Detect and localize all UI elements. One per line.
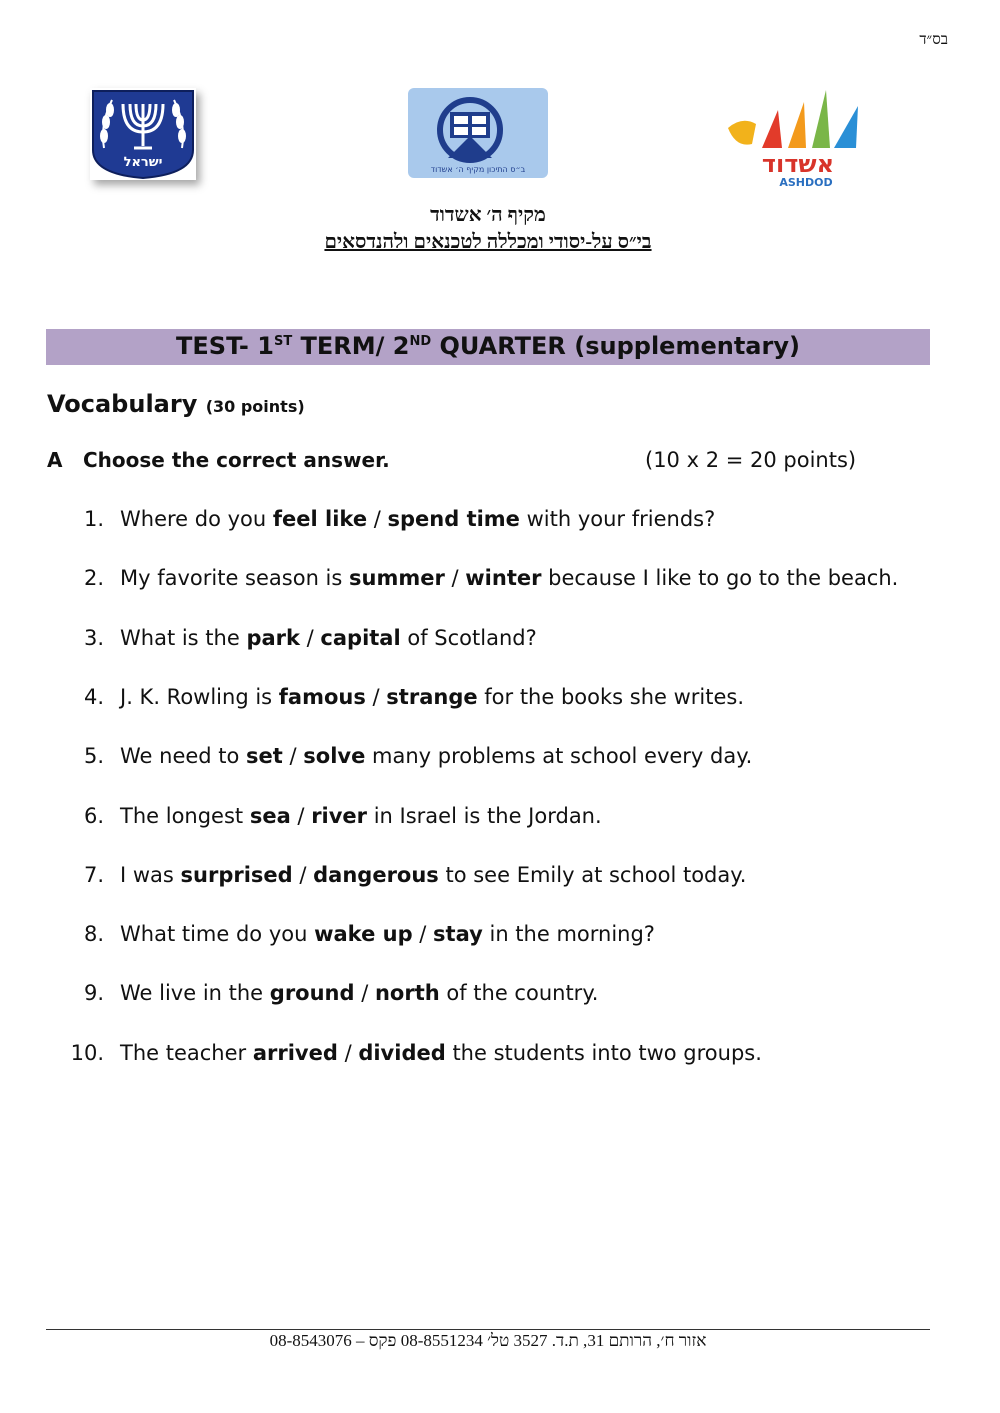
question-text: We live in the ground / north of the country. — [120, 981, 599, 1005]
answer-option-2[interactable]: north — [374, 981, 440, 1005]
question-text: The teacher arrived / divided the students into two groups. — [120, 1041, 762, 1065]
bsd-header-mark: בס״ד — [919, 32, 948, 48]
question-number: 4. — [83, 685, 104, 709]
israel-emblem-logo — [90, 88, 196, 180]
answer-option-1[interactable]: wake up — [314, 922, 413, 946]
answer-option-2[interactable]: strange — [386, 685, 478, 709]
section-letter: A — [47, 448, 63, 472]
question-text: J. K. Rowling is famous / strange for the books she writes. — [120, 685, 745, 709]
answer-option-1[interactable]: sea — [249, 804, 291, 828]
question-number: 8. — [83, 922, 104, 946]
ashdod-city-logo — [722, 88, 862, 188]
ashdod-logo-text: אשדוד — [761, 150, 835, 178]
answer-option-2[interactable]: solve — [303, 744, 366, 768]
school-logo — [408, 88, 548, 178]
footer-divider — [46, 1329, 930, 1330]
section-a-instruction: A Choose the correct answer. — [47, 448, 390, 472]
question-text: What time do you wake up / stay in the morning? — [120, 922, 655, 946]
school-name: מקיף ה׳ אשדוד — [430, 204, 546, 226]
test-title: TEST- 1ST TERM/ 2ND QUARTER (supplementary) — [176, 332, 800, 360]
question-number: 1. — [83, 507, 104, 531]
question-text: I was surprised / dangerous to see Emily at school today. — [120, 863, 747, 887]
question-number: 7. — [83, 863, 104, 887]
answer-option-2[interactable]: spend time — [387, 507, 520, 531]
vocabulary-heading: Vocabulary (30 points) — [47, 390, 305, 418]
question-number: 10. — [70, 1041, 104, 1065]
answer-option-1[interactable]: ground — [269, 981, 355, 1005]
answer-option-2[interactable]: dangerous — [313, 863, 439, 887]
question-number: 9. — [83, 981, 104, 1005]
footer-contact: אזור ח׳, הרותם 31, ת.ד. 3527 טל׳ 08-8551234 פקס – 08-8543076 — [269, 1331, 707, 1350]
ashdod-logo-subtext: ASHDOD — [779, 176, 833, 188]
question-text: My favorite season is summer / winter because I like to go to the beach. — [120, 566, 899, 590]
emblem-text: ישראל — [123, 155, 163, 170]
question-text: The longest sea / river in Israel is the Jordan. — [120, 804, 602, 828]
answer-option-2[interactable]: river — [311, 804, 368, 828]
question-number: 6. — [83, 804, 104, 828]
section-a-points: (10 x 2 = 20 points) — [645, 448, 857, 472]
question-text: We need to set / solve many problems at school every day. — [120, 744, 753, 768]
answer-option-1[interactable]: summer — [349, 566, 445, 590]
answer-option-1[interactable]: famous — [278, 685, 366, 709]
answer-option-1[interactable]: park — [246, 626, 300, 650]
vocabulary-points: (30 points) — [205, 397, 305, 416]
question-number: 2. — [83, 566, 104, 590]
school-logo-text: ב״ס התיכון מקיף ה׳ אשדוד — [430, 165, 526, 174]
answer-option-1[interactable]: set — [246, 744, 283, 768]
answer-option-2[interactable]: capital — [320, 626, 401, 650]
school-subtitle: בי״ס על-יסודי ומכללה לטכנאים ולהנדסאים — [324, 231, 652, 253]
question-number: 3. — [83, 626, 104, 650]
answer-option-1[interactable]: feel like — [272, 507, 368, 531]
answer-option-2[interactable]: winter — [465, 566, 542, 590]
answer-option-1[interactable]: surprised — [180, 863, 293, 887]
question-number: 5. — [83, 744, 104, 768]
answer-option-2[interactable]: stay — [433, 922, 483, 946]
question-text: What is the park / capital of Scotland? — [120, 626, 537, 650]
answer-option-1[interactable]: arrived — [252, 1041, 338, 1065]
question-text: Where do you feel like / spend time with your friends? — [120, 507, 716, 531]
answer-option-2[interactable]: divided — [358, 1041, 446, 1065]
